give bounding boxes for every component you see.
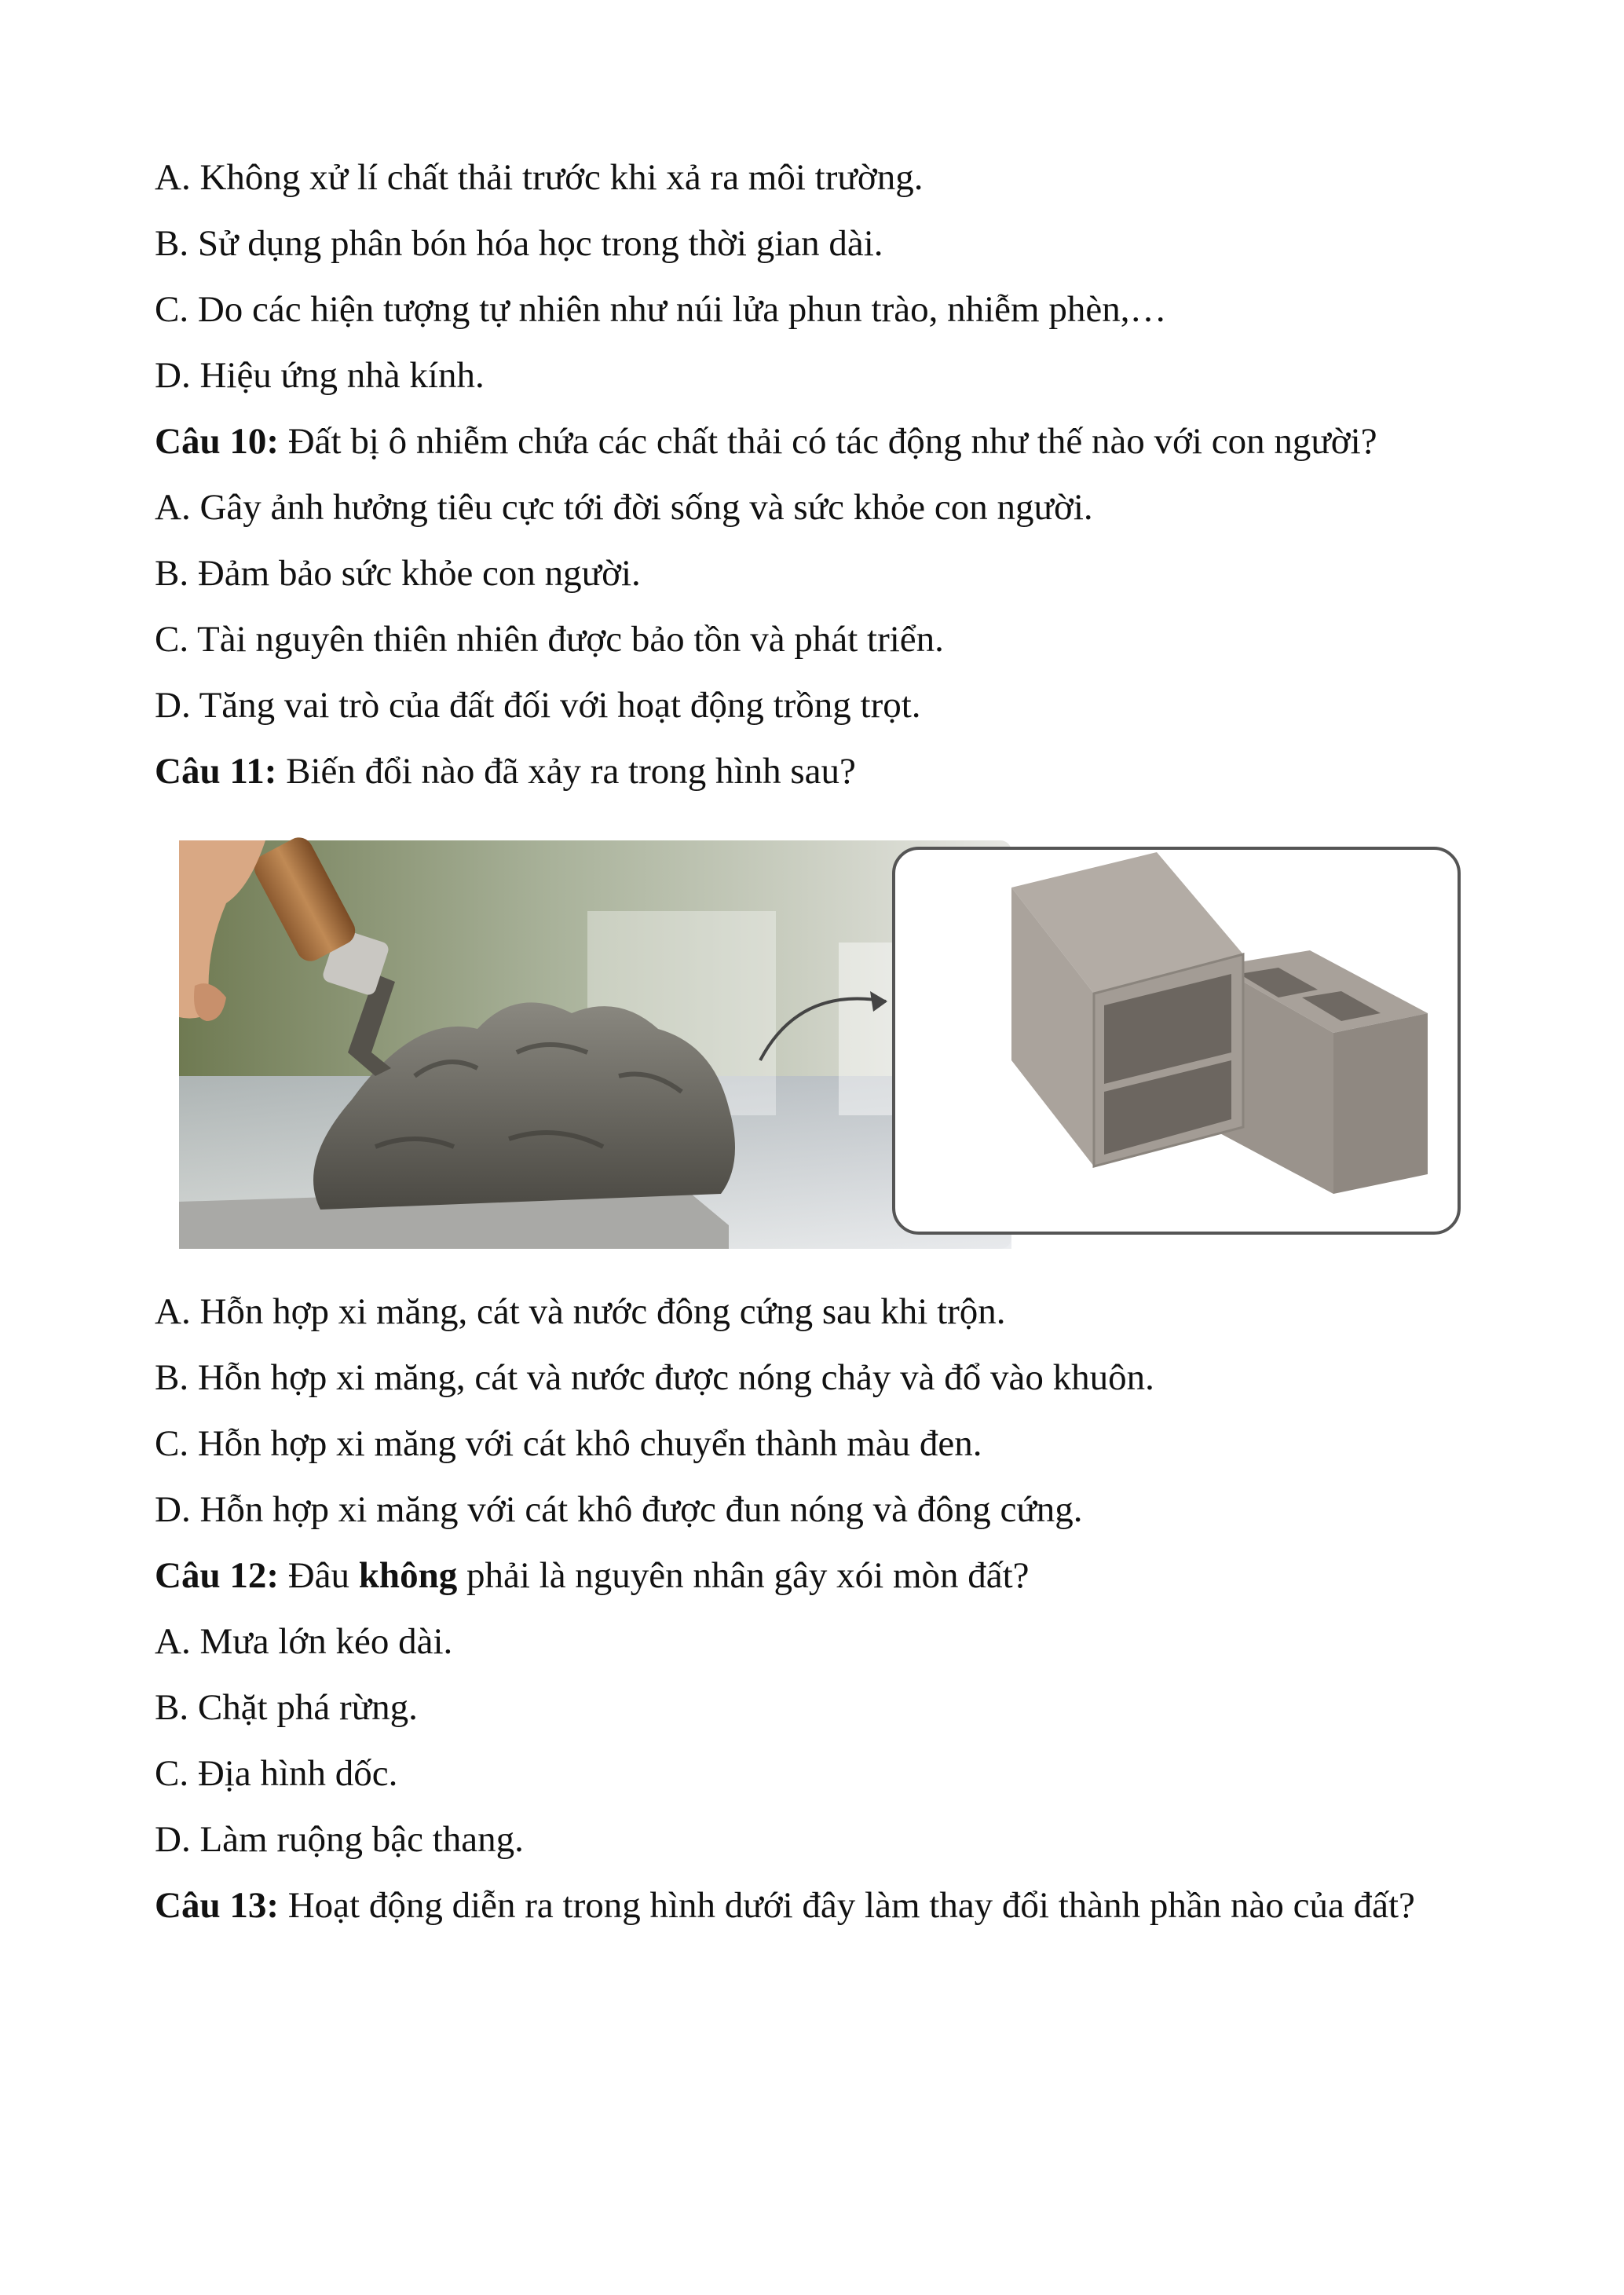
q13-text: Hoạt động diễn ra trong hình dưới đây làm thay đổi thành phần nào của đất? xyxy=(278,1885,1415,1926)
q13-question xyxy=(155,1882,1415,1929)
q12-label: Câu 12: xyxy=(155,1555,279,1596)
q13-label: Câu 13: xyxy=(155,1885,279,1926)
q10-option-b: B. Đảm bảo sức khỏe con người. xyxy=(155,553,641,594)
q12-text-bold: không xyxy=(358,1555,458,1596)
q11-option-a: A. Hỗn hợp xi măng, cát và nước đông cứng sau khi trộn. xyxy=(155,1291,1006,1332)
q10-option-a: A. Gây ảnh hưởng tiêu cực tới đời sống và sức khỏe con người. xyxy=(155,487,1093,528)
q9-option-c: C. Do các hiện tượng tự nhiên như núi lửa phun trào, nhiễm phèn,… xyxy=(155,289,1167,330)
q11-option-c: C. Hỗn hợp xi măng với cát khô chuyển thành màu đen. xyxy=(155,1423,982,1464)
q9-option-a: A. Không xử lí chất thải trước khi xả ra môi trường. xyxy=(155,157,924,198)
trowel-photo xyxy=(179,833,1011,1249)
q12-text-before: Đâu xyxy=(278,1555,359,1596)
q12-option-d: D. Làm ruộng bậc thang. xyxy=(155,1819,524,1860)
cement-blocks-panel xyxy=(894,848,1459,1233)
q10-option-c: C. Tài nguyên thiên nhiên được bảo tồn và phát triển. xyxy=(155,619,944,660)
concrete-to-blocks-figure xyxy=(179,817,1475,1265)
q12-question xyxy=(155,1552,1030,1599)
q10-option-d: D. Tăng vai trò của đất đối với hoạt động trồng trọt. xyxy=(155,685,921,726)
q12-option-c: C. Địa hình dốc. xyxy=(155,1753,398,1794)
q10-text: Đất bị ô nhiễm chứa các chất thải có tác động như thế nào với con người? xyxy=(278,421,1377,462)
q9-option-d: D. Hiệu ứng nhà kính. xyxy=(155,355,485,396)
q12-text-after: phải là nguyên nhân gây xói mòn đất? xyxy=(457,1555,1030,1596)
q11-option-d: D. Hỗn hợp xi măng với cát khô được đun nóng và đông cứng. xyxy=(155,1489,1083,1530)
q11-label: Câu 11: xyxy=(155,751,277,792)
q12-option-b: B. Chặt phá rừng. xyxy=(155,1687,418,1728)
q11-question xyxy=(155,748,856,795)
q10-question xyxy=(155,418,1377,465)
q11-text: Biến đổi nào đã xảy ra trong hình sau? xyxy=(276,751,856,792)
q12-option-a: A. Mưa lớn kéo dài. xyxy=(155,1621,453,1662)
q9-option-b: B. Sử dụng phân bón hóa học trong thời gian dài. xyxy=(155,223,883,264)
q10-label: Câu 10: xyxy=(155,421,279,462)
q11-option-b: B. Hỗn hợp xi măng, cát và nước được nóng chảy và đổ vào khuôn. xyxy=(155,1357,1154,1398)
